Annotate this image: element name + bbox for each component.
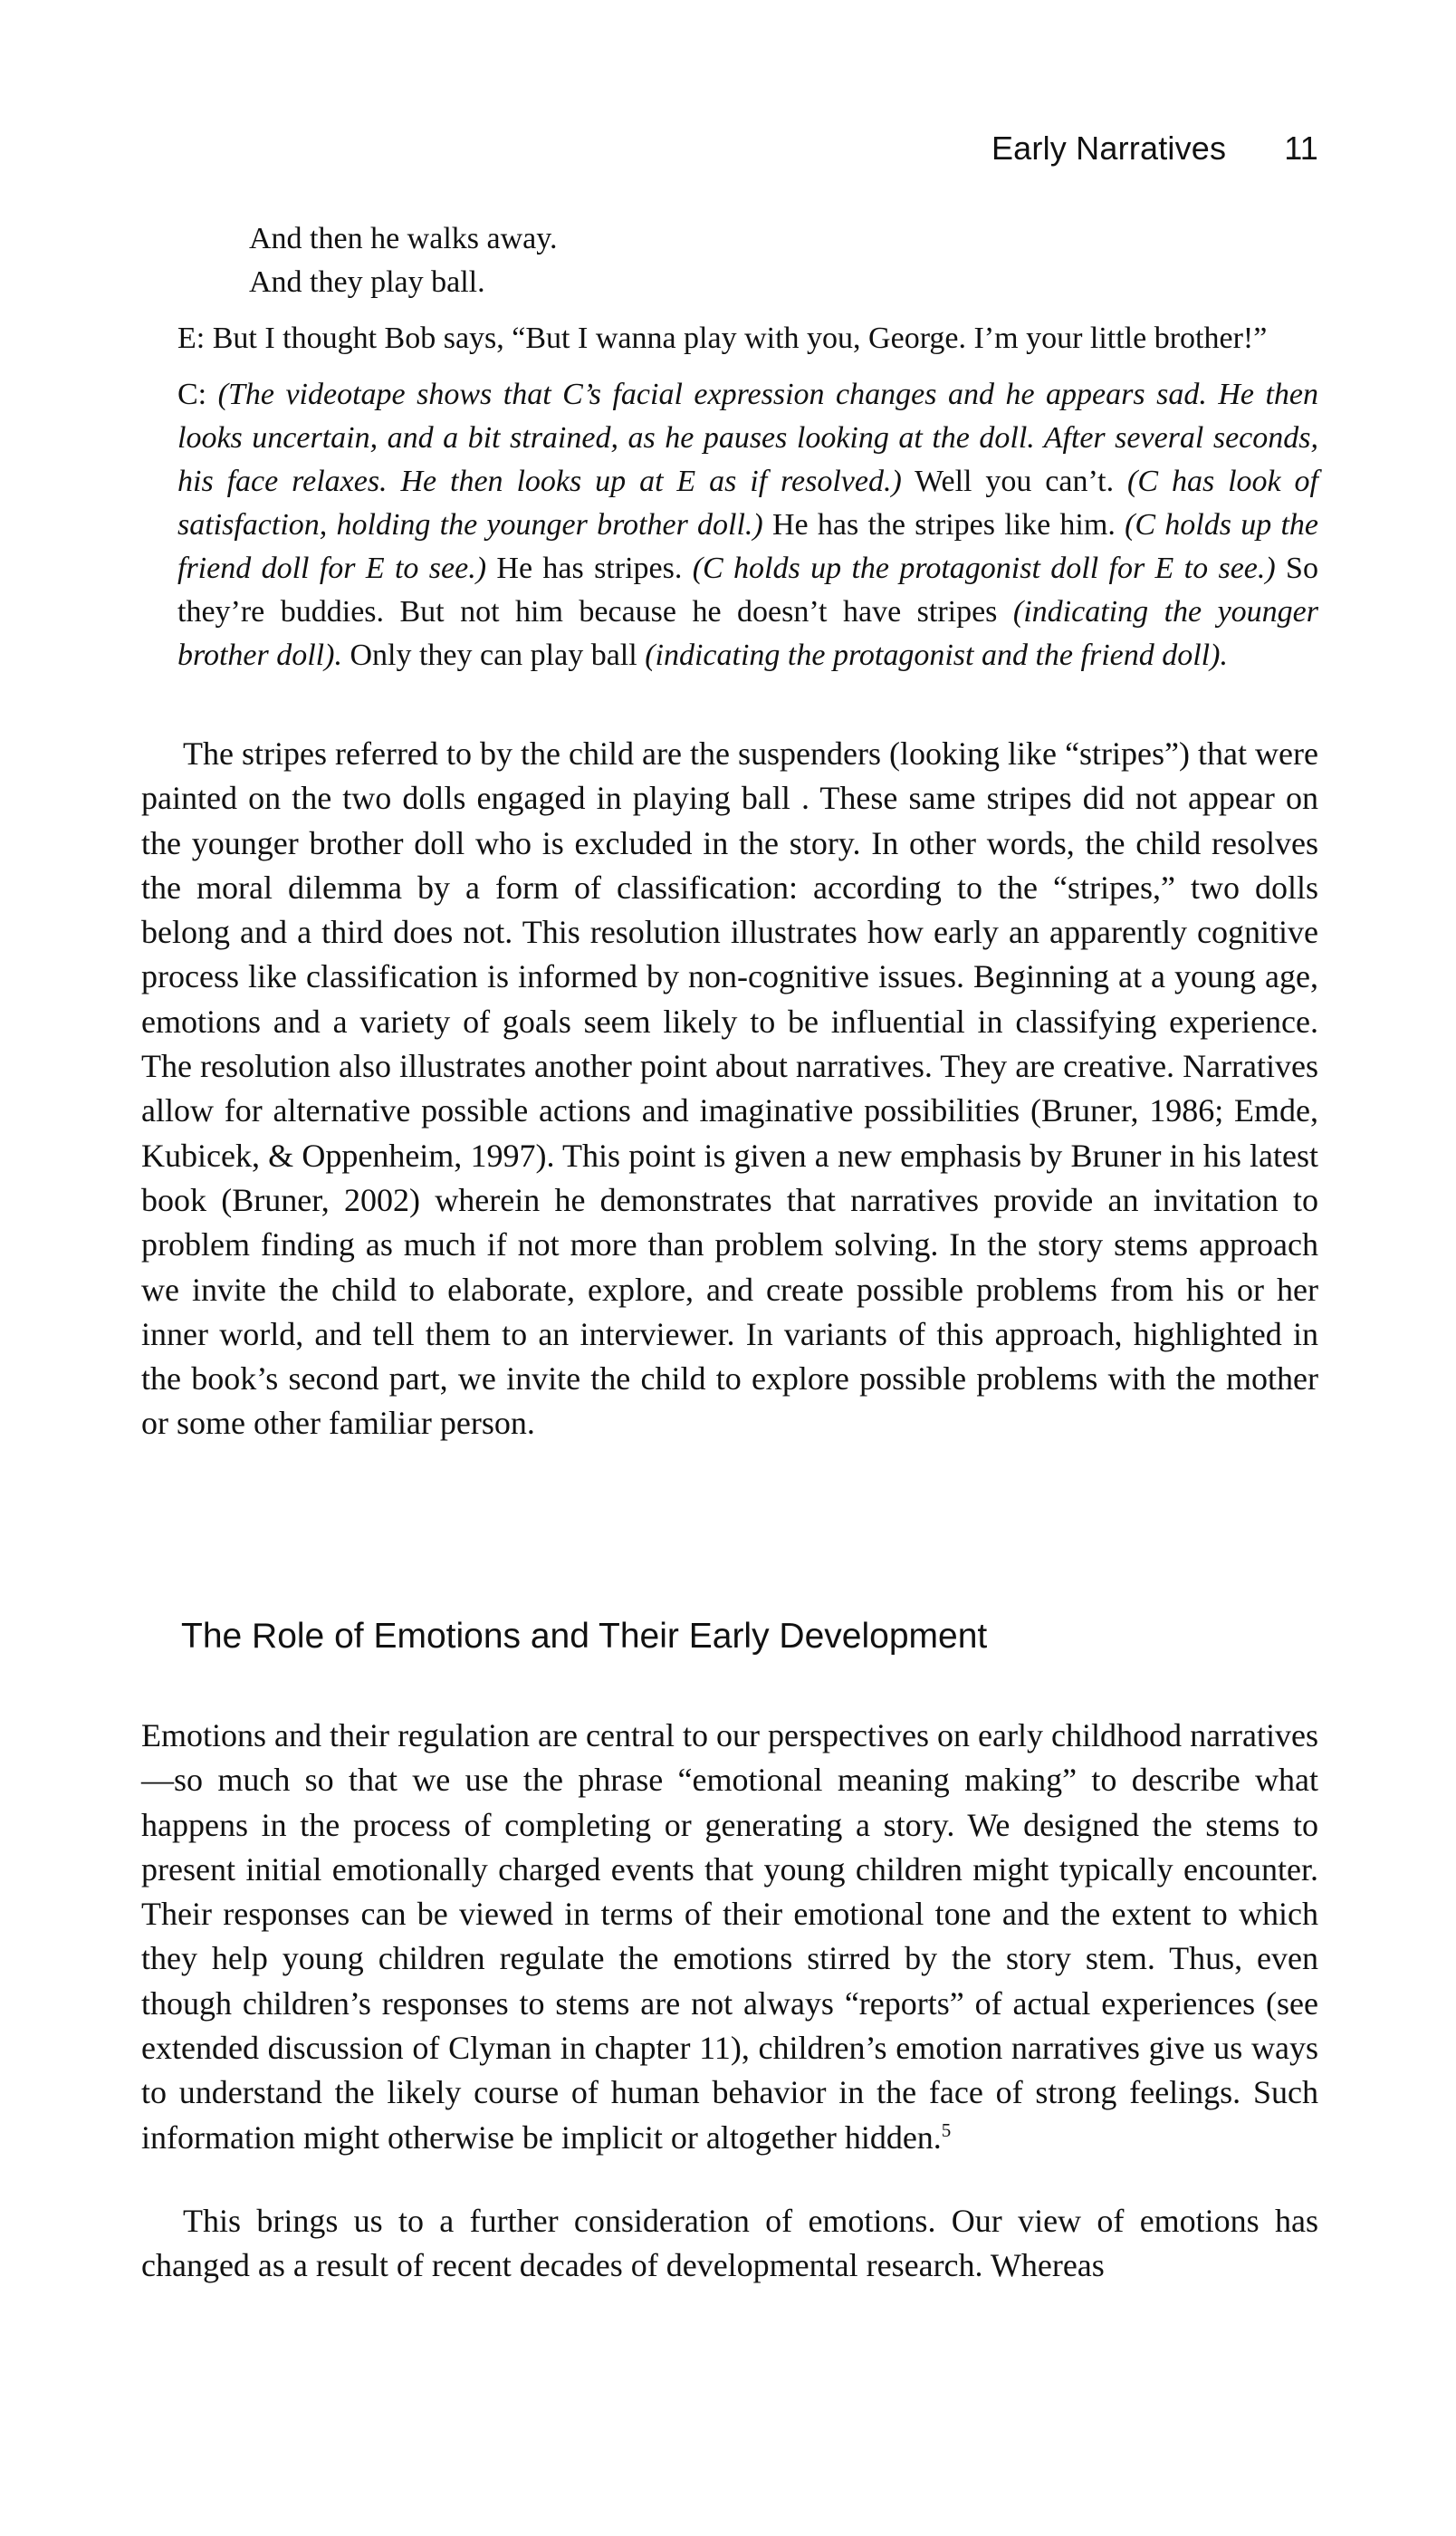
speech-text: Only they can play ball bbox=[341, 639, 646, 672]
stage-direction: (indicating the protagonist and the friend doll). bbox=[645, 639, 1228, 672]
section-heading: The Role of Emotions and Their Early Development bbox=[181, 1617, 988, 1656]
paragraph-text: Emotions and their regulation are central to our perspectives on early childhood narratives—so much so that we use the phrase “emotional meaning making” to describe what happens in the process of completing or generating a story. We designed the stems to present initial emotionally charged events that young children might typically encounter. Their responses can be viewed in terms of their emotional tone and the extent to which they help young children regulate the emotions stirred by the story stem. Thus, even though children’s responses to stems are not always “reports” of actual experiences (see extended discussion of Clyman in chapter 11), children’s emotion narratives give us ways to understand the likely course of human behavior in the face of strong feelings. Such information might otherwise be implicit or altogether hidden. bbox=[141, 1717, 1318, 2156]
running-head-title: Early Narratives bbox=[991, 130, 1227, 167]
page-number: 11 bbox=[1284, 130, 1318, 167]
speech-text: Well you can’t. bbox=[901, 465, 1128, 498]
dialogue-turn-examiner bbox=[177, 317, 1318, 360]
footnote-reference: 5 bbox=[941, 2118, 952, 2141]
speaker-label: E: bbox=[177, 322, 206, 355]
verse-line: And then he walks away. bbox=[249, 222, 558, 255]
body-paragraph: This brings us to a further consideration of emotions. Our view of emotions has changed as a result of recent decades of developmental research. Whereas bbox=[141, 2203, 1318, 2284]
body-paragraph: The stripes referred to by the child are the suspenders (looking like “stripes”) that were painted on the two dolls engaged in playing ball . These same stripes did not appear on the younger brother doll who is excluded in the story. In other words, the child resolves the moral dilemma by a form of classification: according to the “stripes,” two dolls belong and a third does not. This resolution illustrates how early an apparently cognitive process like classification is informed by non-cognitive issues. Beginning at a young age, emotions and a variety of goals seem likely to be influential in classifying experience. The resolution also illustrates another point about narratives. They are creative. Narratives allow for alternative possible actions and imaginative possibilities (Bruner, 1986; Emde, Kubicek, & Oppenheim, 1997). This point is given a new emphasis by Bruner in his latest book (Bruner, 2002) wherein he demonstrates that narratives provide an invitation to problem finding as much if not more than problem solving. In the story stems approach we invite the child to elaborate, explore, and create possible problems from his or her inner world, and tell them to an interviewer. In variants of this approach, highlighted in the book’s second part, we invite the child to explore possible problems with the mother or some other familiar person. bbox=[141, 735, 1318, 1442]
body-paragraph bbox=[141, 1714, 1318, 2160]
speech-text: But I thought Bob says, “But I wanna play with you, George. I’m your little brother!” bbox=[212, 322, 1268, 355]
stage-direction: (indicating the younger brother doll). bbox=[177, 595, 1318, 672]
speech-text: He has the stripes like him. bbox=[762, 508, 1126, 542]
stage-direction: (C holds up the protagonist doll for E to see.) bbox=[692, 552, 1276, 585]
stage-direction: (C holds up the friend doll for E to see.) bbox=[177, 508, 1318, 585]
speech-text: He has stripes. bbox=[486, 552, 693, 585]
speech-text: So they’re buddies. But not him because he doesn’t have stripes bbox=[177, 552, 1318, 629]
running-head bbox=[991, 130, 1318, 168]
dialogue-excerpt bbox=[177, 217, 1318, 677]
stage-direction: (C has look of satisfaction, holding the younger brother doll.) bbox=[177, 465, 1319, 542]
stage-direction: (The videotape shows that C’s facial expression changes and he appears sad. He then looks uncertain, and a bit strained, as he pauses looking at the doll. After several seconds, his face relaxes. He then looks up at E as if resolved.) bbox=[177, 378, 1319, 498]
verse-line: And they play ball. bbox=[249, 265, 485, 299]
dialogue-turn-child bbox=[177, 373, 1318, 677]
speaker-label: C: bbox=[177, 378, 207, 411]
